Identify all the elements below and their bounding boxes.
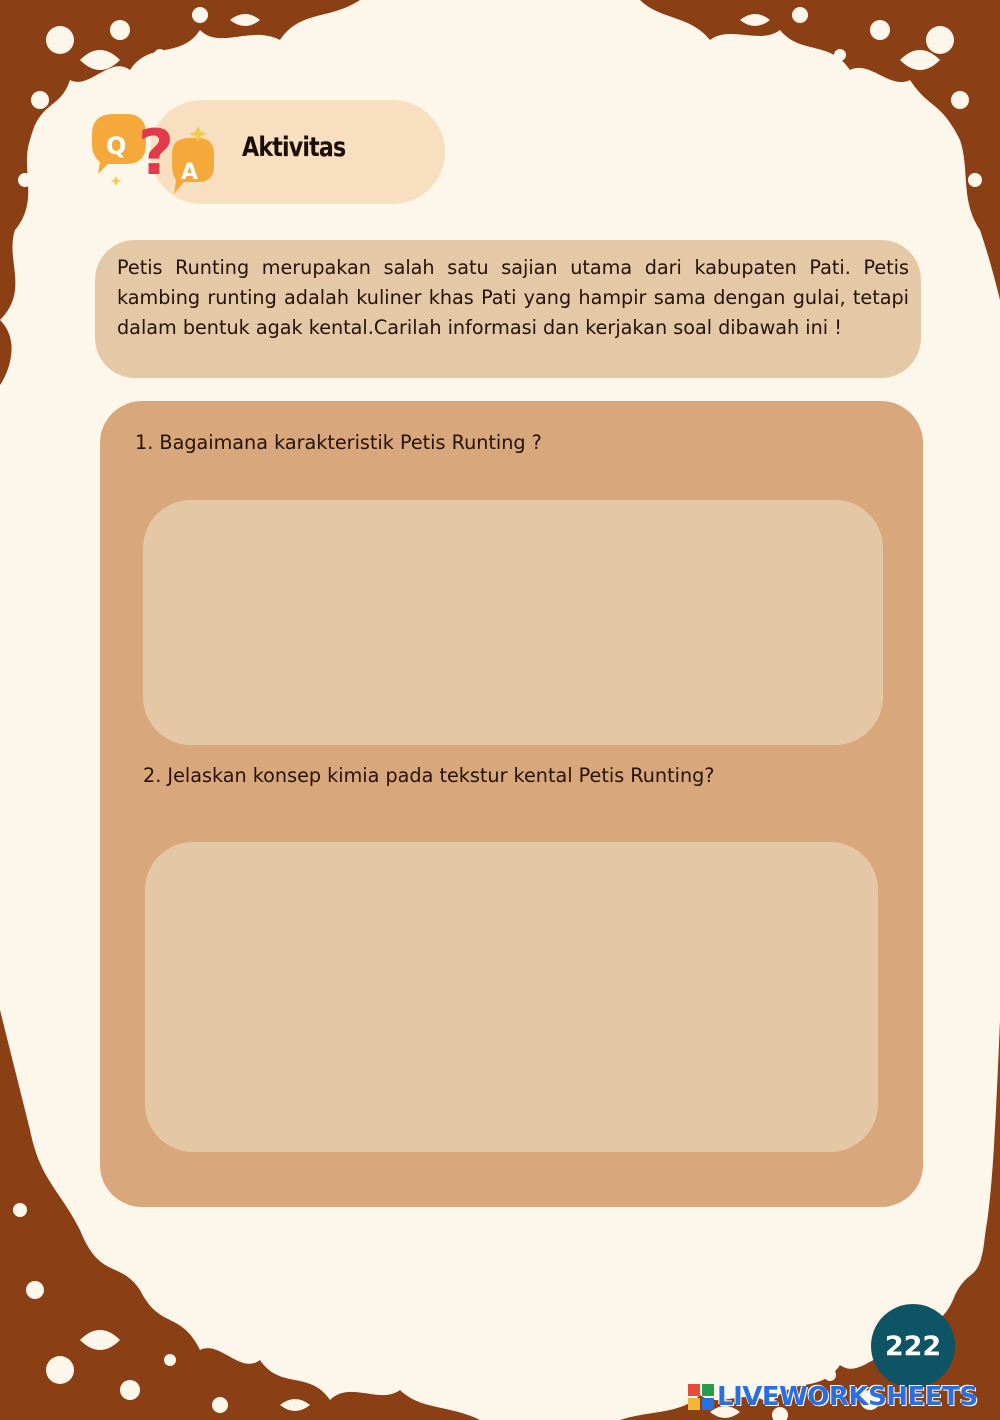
svg-text:A: A	[181, 160, 199, 185]
answer-box-1[interactable]	[143, 500, 883, 745]
question-1: 1. Bagaimana karakteristik Petis Runting ?	[135, 431, 542, 454]
liveworksheets-logo-icon	[688, 1384, 714, 1410]
liveworksheets-watermark	[688, 1380, 993, 1414]
page-number-badge: 222	[871, 1304, 955, 1388]
intro-text: Petis Runting merupakan salah satu sajian utama dari kabupaten Pati. Petis kambing runting adalah kuliner khas Pati yang hampir sama dengan gulai, tetapi dalam bentuk agak kental.Carilah informasi dan kerjakan soal dibawah ini !	[117, 256, 909, 339]
svg-text:?: ?	[138, 116, 174, 189]
question-2: 2. Jelaskan konsep kimia pada tekstur kental Petis Runting?	[143, 764, 715, 787]
answer-box-2[interactable]	[145, 842, 878, 1152]
svg-text:Q: Q	[106, 132, 127, 160]
qa-bubbles-icon	[86, 104, 216, 209]
page-title: Aktivitas	[242, 132, 346, 163]
watermark-text: LIVEWORKSHEETS	[717, 1382, 978, 1412]
